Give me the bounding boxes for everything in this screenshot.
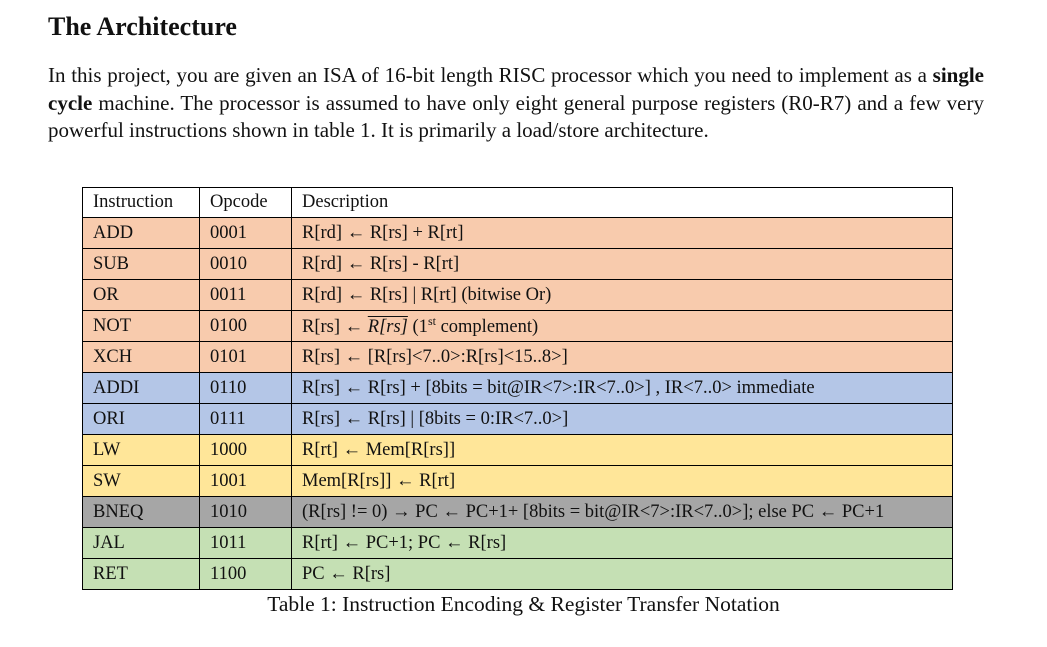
cell-description: R[rd] ← R[rs] | R[rt] (bitwise Or) xyxy=(292,280,953,311)
cell-description: R[rd] ← R[rs] + R[rt] xyxy=(292,218,953,249)
cell-description xyxy=(292,311,953,342)
paragraph-text-1: In this project, you are given an ISA of 16-bit length RISC processor which you need to implement as a xyxy=(48,63,933,87)
table-row xyxy=(83,218,953,249)
cell-opcode: 1001 xyxy=(200,466,292,497)
cell-opcode: 0010 xyxy=(200,249,292,280)
cell-description: PC ← R[rs] xyxy=(292,559,953,590)
paragraph-text-2: machine. The processor is assumed to have only eight general purpose registers (R0-R7) and a few very powerful instructions shown in table 1. It is primarily a load/store architecture. xyxy=(48,90,984,142)
table-header-row xyxy=(83,188,953,218)
not-desc-overline: R[rs] xyxy=(367,317,408,338)
cell-instruction: RET xyxy=(83,559,200,590)
cell-description: R[rd] ← R[rs] - R[rt] xyxy=(292,249,953,280)
not-desc-superscript: st xyxy=(427,313,436,328)
table-row xyxy=(83,280,953,311)
cell-description: R[rt] ← PC+1; PC ← R[rs] xyxy=(292,528,953,559)
section-heading: The Architecture xyxy=(48,12,237,41)
cell-opcode: 0110 xyxy=(200,373,292,404)
not-desc-pre: R[rs] ← xyxy=(302,317,368,338)
cell-opcode: 0111 xyxy=(200,404,292,435)
cell-description: R[rs] ← [R[rs]<7..0>:R[rs]<15..8>] xyxy=(292,342,953,373)
cell-opcode: 0011 xyxy=(200,280,292,311)
cell-instruction: XCH xyxy=(83,342,200,373)
cell-opcode: 0100 xyxy=(200,311,292,342)
table-row xyxy=(83,497,953,528)
cell-instruction: JAL xyxy=(83,528,200,559)
cell-instruction: ORI xyxy=(83,404,200,435)
table-caption: Table 1: Instruction Encoding & Register Transfer Notation xyxy=(267,592,780,616)
not-desc-mid: (1 xyxy=(407,317,428,338)
intro-paragraph xyxy=(48,62,984,145)
cell-description: R[rt] ← Mem[R[rs]] xyxy=(292,435,953,466)
not-desc-post: complement) xyxy=(435,317,539,338)
cell-instruction: SUB xyxy=(83,249,200,280)
cell-instruction: ADD xyxy=(83,218,200,249)
header-instruction: Instruction xyxy=(83,188,200,218)
cell-description: Mem[R[rs]] ← R[rt] xyxy=(292,466,953,497)
cell-instruction: OR xyxy=(83,280,200,311)
cell-instruction: ADDI xyxy=(83,373,200,404)
cell-instruction: BNEQ xyxy=(83,497,200,528)
table-row xyxy=(83,249,953,280)
header-opcode: Opcode xyxy=(200,188,292,218)
cell-opcode: 0001 xyxy=(200,218,292,249)
table-row xyxy=(83,466,953,497)
table-row xyxy=(83,342,953,373)
table-row xyxy=(83,373,953,404)
table-row xyxy=(83,311,953,342)
cell-opcode: 0101 xyxy=(200,342,292,373)
cell-opcode: 1010 xyxy=(200,497,292,528)
table-row xyxy=(83,528,953,559)
cell-instruction: LW xyxy=(83,435,200,466)
cell-instruction: SW xyxy=(83,466,200,497)
cell-description: (R[rs] != 0) → PC ← PC+1+ [8bits = bit@IR<7>:IR<7..0>]; else PC ← PC+1 xyxy=(292,497,953,528)
cell-opcode: 1000 xyxy=(200,435,292,466)
cell-opcode: 1011 xyxy=(200,528,292,559)
cell-description: R[rs] ← R[rs] + [8bits = bit@IR<7>:IR<7..0>] , IR<7..0> immediate xyxy=(292,373,953,404)
instruction-table xyxy=(82,187,953,590)
cell-instruction: NOT xyxy=(83,311,200,342)
paragraph-bold-text: single cycle xyxy=(48,63,984,115)
header-description: Description xyxy=(292,188,953,218)
table-row xyxy=(83,404,953,435)
table-row xyxy=(83,435,953,466)
cell-opcode: 1100 xyxy=(200,559,292,590)
cell-description: R[rs] ← R[rs] | [8bits = 0:IR<7..0>] xyxy=(292,404,953,435)
table-row xyxy=(83,559,953,590)
